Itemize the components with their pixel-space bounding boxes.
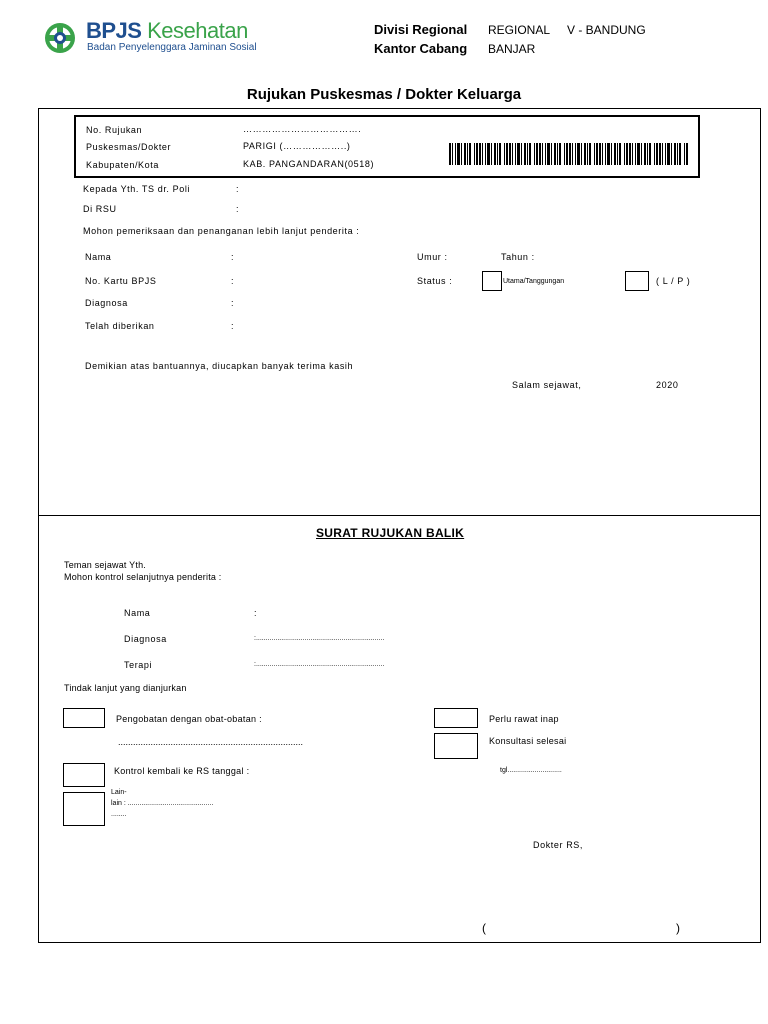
no-rujukan-value: ………………………………. bbox=[243, 124, 362, 134]
konsultasi-label: Konsultasi selesai bbox=[489, 736, 567, 746]
puskesmas-value: PARIGI (………………..) bbox=[243, 141, 351, 151]
telah-diberikan-colon: : bbox=[231, 321, 235, 331]
kontrol-checkbox[interactable] bbox=[63, 763, 105, 787]
konsultasi-checkbox[interactable] bbox=[434, 733, 478, 759]
kabupaten-value: KAB. PANGANDARAN(0518) bbox=[243, 159, 375, 169]
lain-lain-label-3: ........ bbox=[111, 811, 127, 818]
kepada-colon: : bbox=[236, 184, 240, 194]
pengobatan-checkbox[interactable] bbox=[63, 708, 105, 728]
telah-diberikan-label: Telah diberikan bbox=[85, 321, 155, 331]
gender-option-label: ( L / P ) bbox=[656, 276, 691, 286]
gender-checkbox[interactable] bbox=[625, 271, 649, 291]
kartu-bpjs-colon: : bbox=[231, 276, 235, 286]
signature-paren-open: ( bbox=[482, 921, 486, 935]
rawat-inap-label: Perlu rawat inap bbox=[489, 714, 559, 724]
di-rsu-colon: : bbox=[236, 204, 240, 214]
rb-diagnosa-dots: :.................................................................. bbox=[254, 635, 385, 642]
signature-paren-close: ) bbox=[676, 921, 680, 935]
kartu-bpjs-label: No. Kartu BPJS bbox=[85, 276, 157, 286]
status-label: Status : bbox=[417, 276, 453, 286]
mohon-text: Mohon pemeriksaan dan penanganan lebih lanjut penderita : bbox=[83, 226, 360, 236]
no-rujukan-label: No. Rujukan bbox=[86, 125, 143, 135]
page-title: Rujukan Puskesmas / Dokter Keluarga bbox=[246, 86, 522, 103]
rb-terapi-label: Terapi bbox=[124, 660, 153, 670]
divisi-regional-label: Divisi Regional bbox=[374, 22, 468, 37]
rujukan-balik-title: SURAT RUJUKAN BALIK bbox=[316, 526, 465, 540]
barcode-icon bbox=[449, 143, 691, 165]
diagnosa-label: Diagnosa bbox=[85, 298, 128, 308]
di-rsu-label: Di RSU bbox=[83, 204, 117, 214]
divisi-regional-value-2: V - BANDUNG bbox=[567, 23, 646, 37]
salam-sejawat-label: Salam sejawat, bbox=[512, 380, 582, 390]
demikian-text: Demikian atas bantuannya, diucapkan banyak terima kasih bbox=[85, 361, 354, 371]
bpjs-logo-icon bbox=[44, 22, 76, 54]
puskesmas-label: Puskesmas/Dokter bbox=[86, 142, 172, 152]
lain-lain-label-2: lain : ............................................ bbox=[111, 800, 214, 807]
diagnosa-colon: : bbox=[231, 298, 235, 308]
year-value: 2020 bbox=[656, 380, 679, 390]
mohon-kontrol-text: Mohon kontrol selanjutnya penderita : bbox=[64, 572, 222, 582]
rb-nama-label: Nama bbox=[124, 608, 151, 618]
divisi-regional-value: REGIONAL bbox=[488, 23, 551, 37]
nama-label: Nama bbox=[85, 252, 112, 262]
lain-lain-checkbox[interactable] bbox=[63, 792, 105, 826]
tgl-field: tgl............................ bbox=[500, 767, 562, 774]
lain-lain-label-1: Lain- bbox=[111, 789, 127, 796]
tindak-lanjut-text: Tindak lanjut yang dianjurkan bbox=[64, 683, 187, 693]
pengobatan-label: Pengobatan dengan obat-obatan : bbox=[116, 714, 262, 724]
logo-brand-text: BPJS Kesehatan bbox=[86, 18, 248, 43]
tahun-label: Tahun : bbox=[501, 252, 535, 262]
section-divider bbox=[38, 515, 761, 516]
teman-sejawat-text: Teman sejawat Yth. bbox=[64, 560, 146, 570]
dokter-rs-label: Dokter RS, bbox=[533, 840, 584, 850]
rb-terapi-dots: :.................................................................. bbox=[254, 661, 385, 668]
status-option-label: Utama/Tanggungan bbox=[503, 278, 565, 285]
rawat-inap-checkbox[interactable] bbox=[434, 708, 478, 728]
status-checkbox[interactable] bbox=[482, 271, 502, 291]
kantor-cabang-label: Kantor Cabang bbox=[374, 41, 468, 56]
kabupaten-label: Kabupaten/Kota bbox=[86, 160, 159, 170]
pengobatan-dots: .......................................................................... bbox=[118, 737, 304, 747]
kantor-cabang-value: BANJAR bbox=[488, 42, 536, 56]
logo-subtitle: Badan Penyelenggara Jaminan Sosial bbox=[87, 42, 257, 53]
kontrol-label: Kontrol kembali ke RS tanggal : bbox=[114, 766, 250, 776]
rb-nama-colon: : bbox=[254, 608, 258, 618]
kepada-label: Kepada Yth. TS dr. Poli bbox=[83, 184, 191, 194]
nama-colon: : bbox=[231, 252, 235, 262]
umur-label: Umur : bbox=[417, 252, 448, 262]
rb-diagnosa-label: Diagnosa bbox=[124, 634, 167, 644]
